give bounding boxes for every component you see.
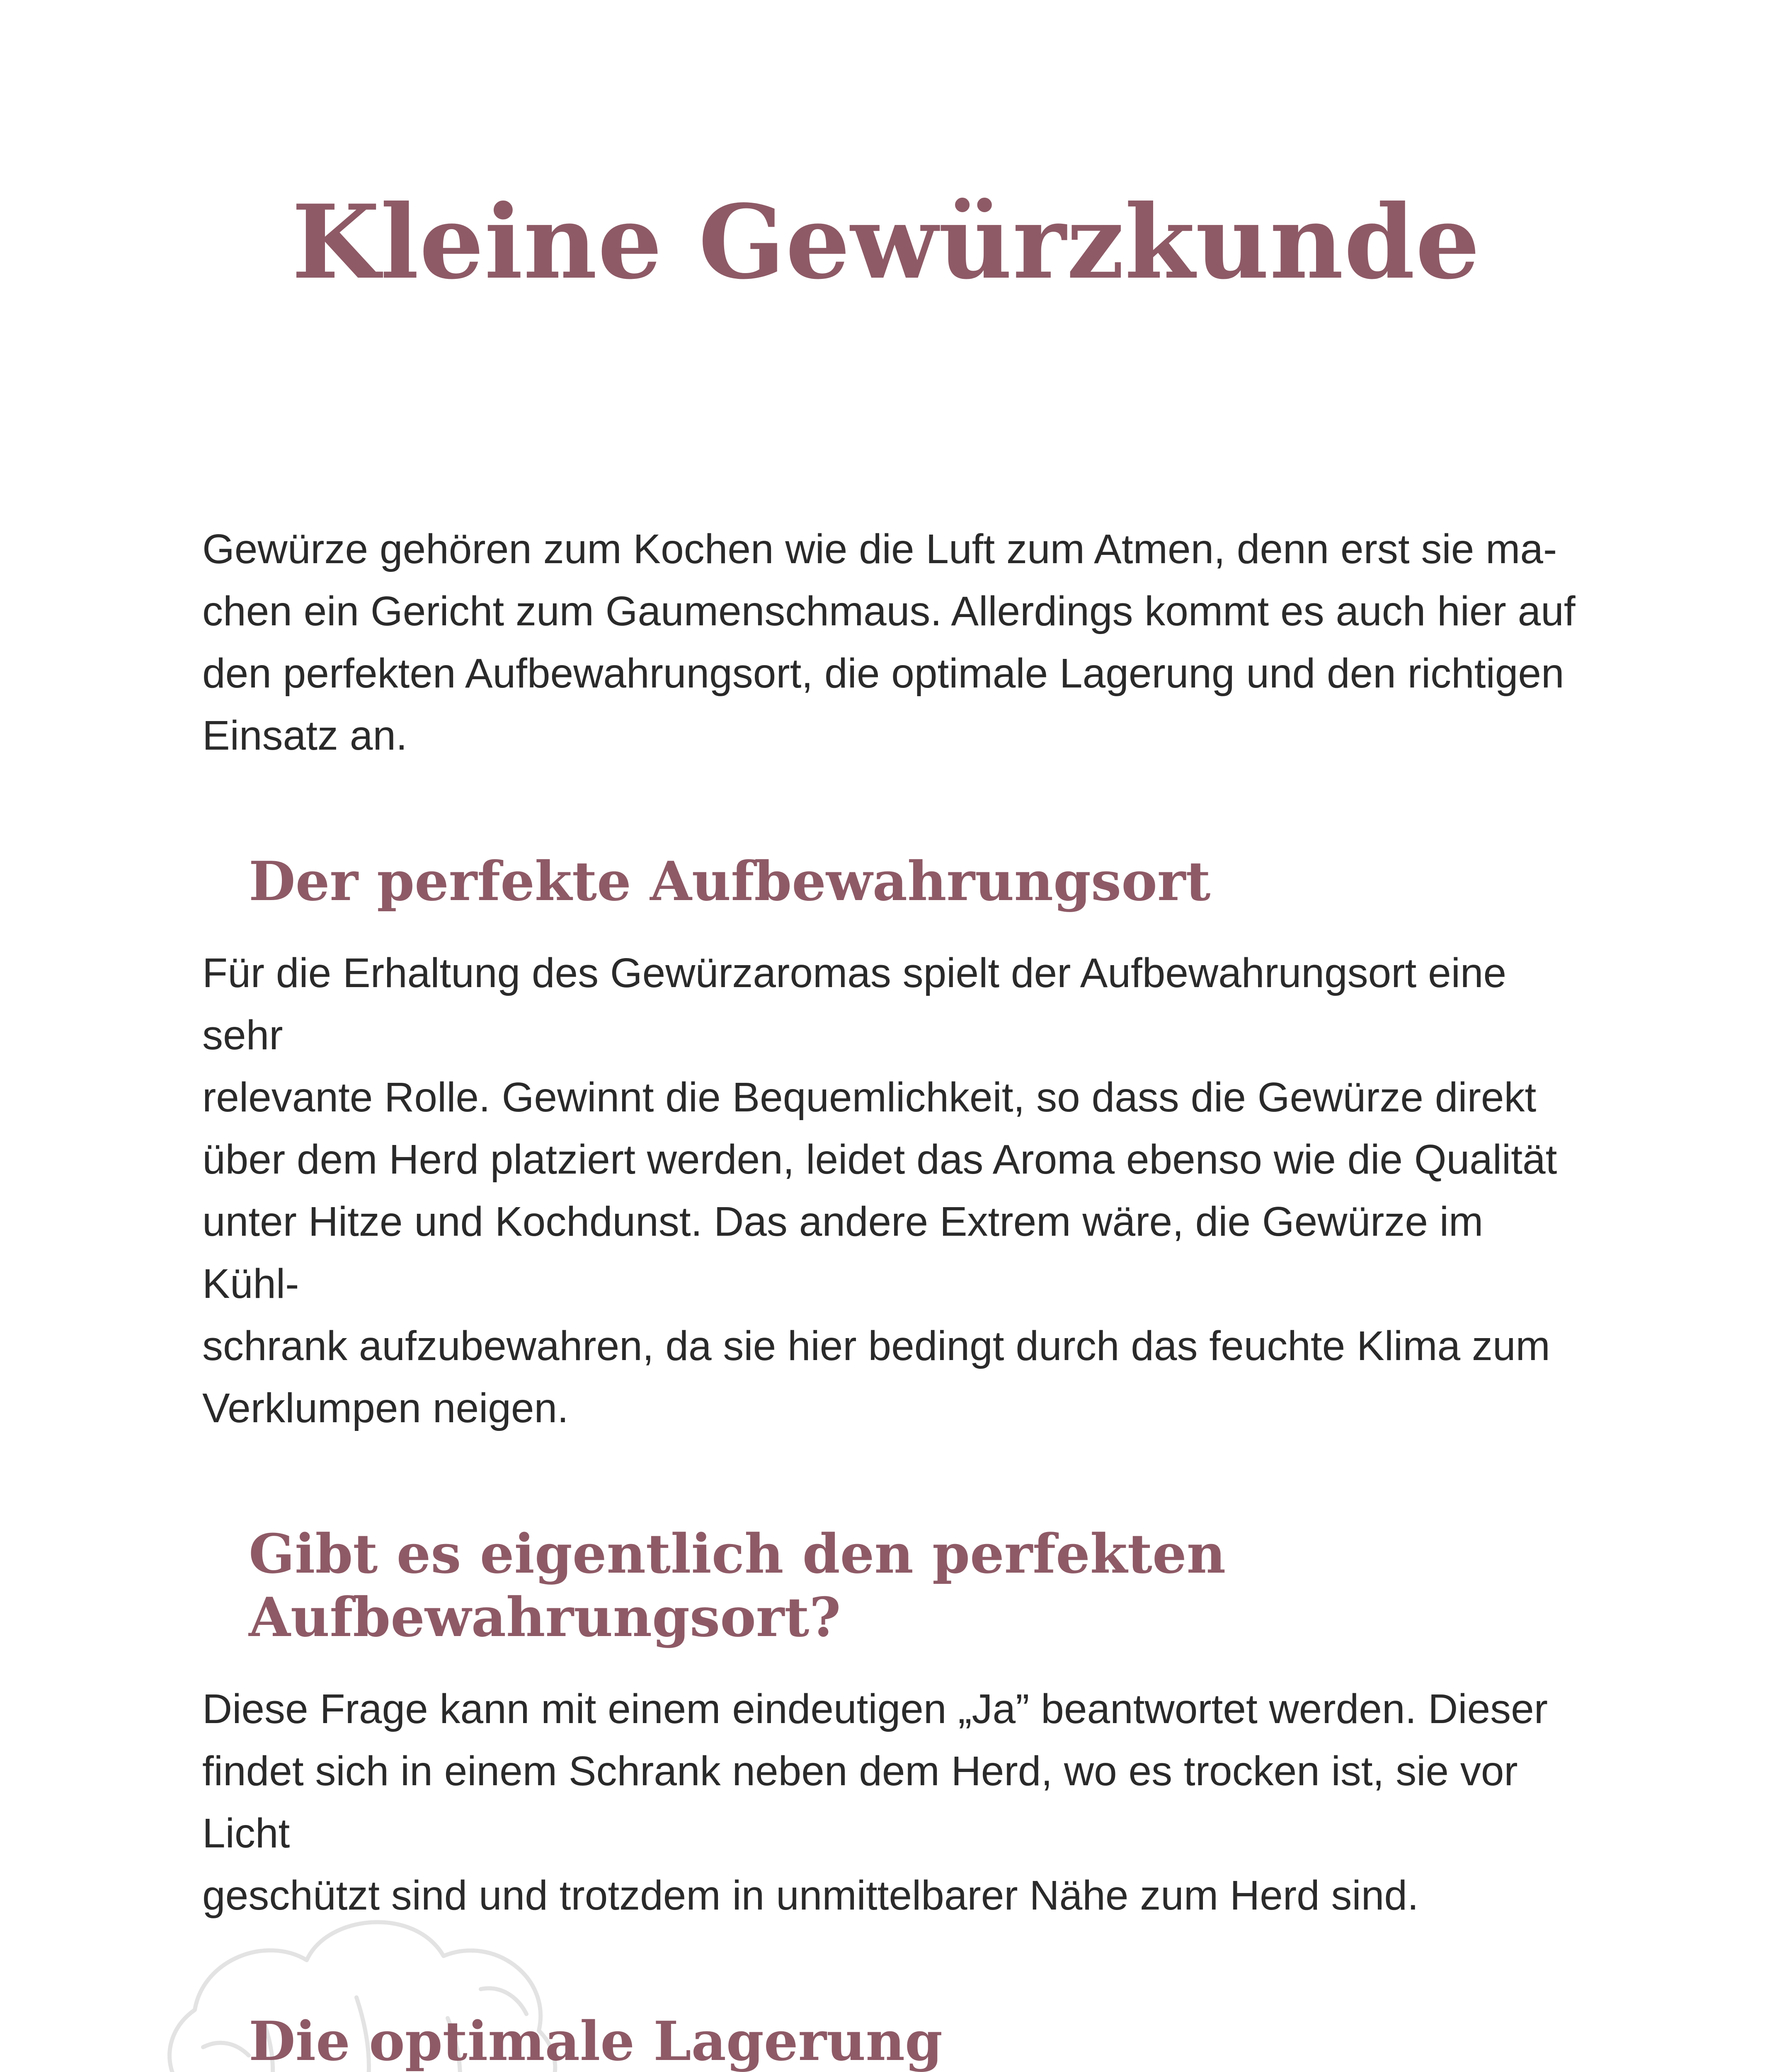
text-line: geschützt sind und trotzdem in unmittelbarer Nähe zum Herd sind. bbox=[202, 1872, 1419, 1919]
text-line: findet sich in einem Schrank neben dem Herd, wo es trocken ist, sie vor Licht bbox=[202, 1748, 1518, 1857]
text-line: unter Hitze und Kochdunst. Das andere Extrem wäre, die Gewürze im Kühl- bbox=[202, 1198, 1484, 1307]
intro-paragraph bbox=[202, 518, 1583, 767]
text-line: Gewürze gehören zum Kochen wie die Luft zum Atmen, denn erst sie ma- bbox=[202, 526, 1557, 572]
text-line: schrank aufzubewahren, da sie hier bedingt durch das feuchte Klima zum bbox=[202, 1323, 1550, 1369]
text-line: Verklumpen neigen. bbox=[202, 1385, 569, 1431]
question-paragraph bbox=[202, 1678, 1583, 1927]
main-content bbox=[202, 518, 1583, 2072]
text-line: Diese Frage kann mit einem eindeutigen „Ja” beantwortet werden. Dieser bbox=[202, 1686, 1548, 1732]
text-line: über dem Herd platziert werden, leidet das Aroma ebenso wie die Qualität bbox=[202, 1136, 1557, 1183]
text-line: Einsatz an. bbox=[202, 712, 407, 759]
storage-place-paragraph bbox=[202, 942, 1583, 1439]
section-heading-storage: Die optimale Lagerung bbox=[249, 2009, 943, 2072]
page-title: Kleine Gewürzkunde bbox=[291, 182, 1481, 302]
text-line: den perfekten Aufbewahrungsort, die optimale Lagerung und den richtigen bbox=[202, 650, 1564, 697]
section-heading-storage-place: Der perfekte Aufbewahrungsort bbox=[249, 850, 1211, 913]
text-line: chen ein Gericht zum Gaumenschmaus. Allerdings kommt es auch hier auf bbox=[202, 588, 1576, 634]
text-line: Für die Erhaltung des Gewürzaromas spielt der Aufbewahrungsort eine sehr bbox=[202, 950, 1507, 1058]
text-line: relevante Rolle. Gewinnt die Bequemlichkeit, so dass die Gewürze direkt bbox=[202, 1074, 1537, 1121]
section-heading-question: Gibt es eigentlich den perfekten Aufbewahrungsort? bbox=[249, 1522, 1226, 1649]
